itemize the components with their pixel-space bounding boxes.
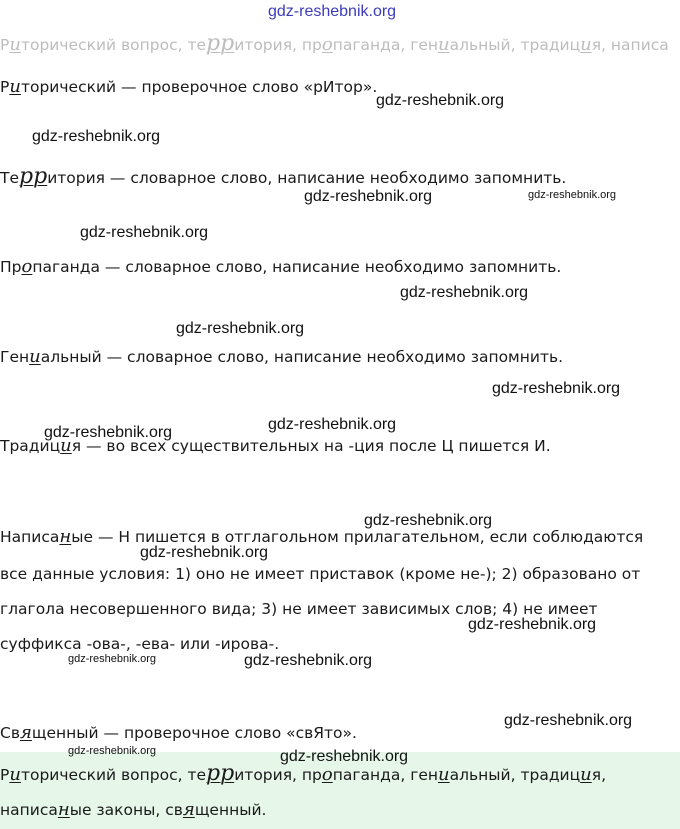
highlight-letter: о (321, 34, 333, 55)
highlight-letter: н (57, 799, 70, 820)
watermark[interactable]: gdz-reshebnik.org (140, 544, 269, 561)
entry-propaganda (0, 257, 561, 277)
task-words-header (0, 31, 669, 56)
text-part: паганда, ген (332, 766, 439, 784)
highlight-letter: о (321, 764, 333, 785)
watermark[interactable]: gdz-reshebnik.org (80, 224, 209, 241)
entry-genialny (0, 347, 563, 367)
text-part: альный, традиц (449, 766, 581, 784)
text-part: Р (0, 78, 10, 96)
text-part: Написа (0, 528, 60, 546)
watermark[interactable]: gdz-reshebnik.org (400, 284, 529, 301)
text-part: ые законы, св (69, 801, 183, 819)
text-part: итория, пр (234, 766, 322, 784)
watermark[interactable]: gdz-reshebnik.org (280, 748, 409, 765)
entry-nepisanye-line3: глагола несовершенного вида; 3) не имеет зависимых слов; 4) не имеет (0, 600, 598, 618)
text-part: щенный. (194, 801, 267, 819)
highlight-letter: и (9, 764, 21, 785)
entry-nepisanye-line4: суффикса -ова-, -ева- или -ирова-. (0, 635, 280, 653)
text-part: торический вопрос, те (20, 36, 207, 54)
watermark[interactable]: gdz-reshebnik.org (68, 745, 157, 757)
highlight-letter: и (29, 346, 41, 367)
text-part: Св (0, 724, 20, 742)
highlight-letter: и (438, 764, 450, 785)
answer-line2 (0, 800, 266, 820)
text-part: щенный — проверочное слово «свЯто». (31, 724, 357, 742)
highlight-letter: о (21, 256, 33, 277)
text-part: я — во всех существительных на -ция после Ц пишется И. (71, 437, 551, 455)
watermark[interactable]: gdz-reshebnik.org (244, 652, 373, 669)
entry-nepisanye-line2: все данные условия: 1) оно не имеет приставок (кроме не-); 2) образовано от (0, 565, 641, 583)
text-part: итория — словарное слово, написание необходимо запомнить. (47, 169, 567, 187)
watermark[interactable]: gdz-reshebnik.org (528, 189, 617, 201)
watermark[interactable]: gdz-reshebnik.org (468, 616, 597, 633)
watermark[interactable]: gdz-reshebnik.org (504, 712, 633, 729)
text-part: я, (591, 766, 607, 784)
entry-svyashchenny (0, 723, 357, 743)
text-part: торический — проверочное слово «рИтор». (20, 78, 378, 96)
highlight-letter: рр (19, 164, 48, 189)
text-part: Р (0, 36, 10, 54)
highlight-letter: рр (206, 31, 235, 56)
text-part: Пр (0, 258, 22, 276)
text-part: паганда — словарное слово, написание необходимо запомнить. (32, 258, 562, 276)
highlight-letter: и (438, 34, 450, 55)
highlight-letter: и (60, 435, 72, 456)
highlight-letter: и (9, 76, 21, 97)
text-part: Традиц (0, 437, 61, 455)
text-part: торический вопрос, те (20, 766, 207, 784)
text-part: Ген (0, 348, 30, 366)
watermark[interactable]: gdz-reshebnik.org (176, 320, 305, 337)
text-part: альный — словарное слово, написание необходимо запомнить. (40, 348, 564, 366)
highlight-letter: и (580, 34, 592, 55)
highlight-letter: и (9, 34, 21, 55)
highlight-letter: я (19, 722, 32, 743)
watermark[interactable]: gdz-reshebnik.org (32, 128, 161, 145)
entry-ritorichesky (0, 77, 377, 97)
entry-nepisanye (0, 527, 643, 547)
highlight-letter: рр (206, 761, 235, 786)
text-part: итория, пр (234, 36, 322, 54)
text-part: паганда, ген (332, 36, 439, 54)
watermark[interactable]: gdz-reshebnik.org (304, 188, 433, 205)
highlight-letter: я (182, 799, 195, 820)
watermark[interactable]: gdz-reshebnik.org (44, 424, 173, 441)
answer-line1 (0, 761, 607, 786)
highlight-letter: н (59, 526, 72, 547)
watermark[interactable]: gdz-reshebnik.org (268, 416, 397, 433)
watermark[interactable]: gdz-reshebnik.org (376, 92, 505, 109)
text-part: Те (0, 169, 20, 187)
text-part: альный, традиц (449, 36, 581, 54)
text-part: ые — Н пишется в отглагольном прилагательном, если соблюдаются (71, 528, 644, 546)
watermark-top[interactable]: gdz-reshebnik.org (268, 3, 397, 20)
entry-territoriya (0, 164, 567, 189)
watermark[interactable]: gdz-reshebnik.org (68, 653, 157, 665)
watermark[interactable]: gdz-reshebnik.org (492, 380, 621, 397)
watermark[interactable]: gdz-reshebnik.org (364, 512, 493, 529)
highlight-letter: и (580, 764, 592, 785)
text-part: написа (0, 801, 58, 819)
text-part: я, написа (591, 36, 669, 54)
text-part: Р (0, 766, 10, 784)
